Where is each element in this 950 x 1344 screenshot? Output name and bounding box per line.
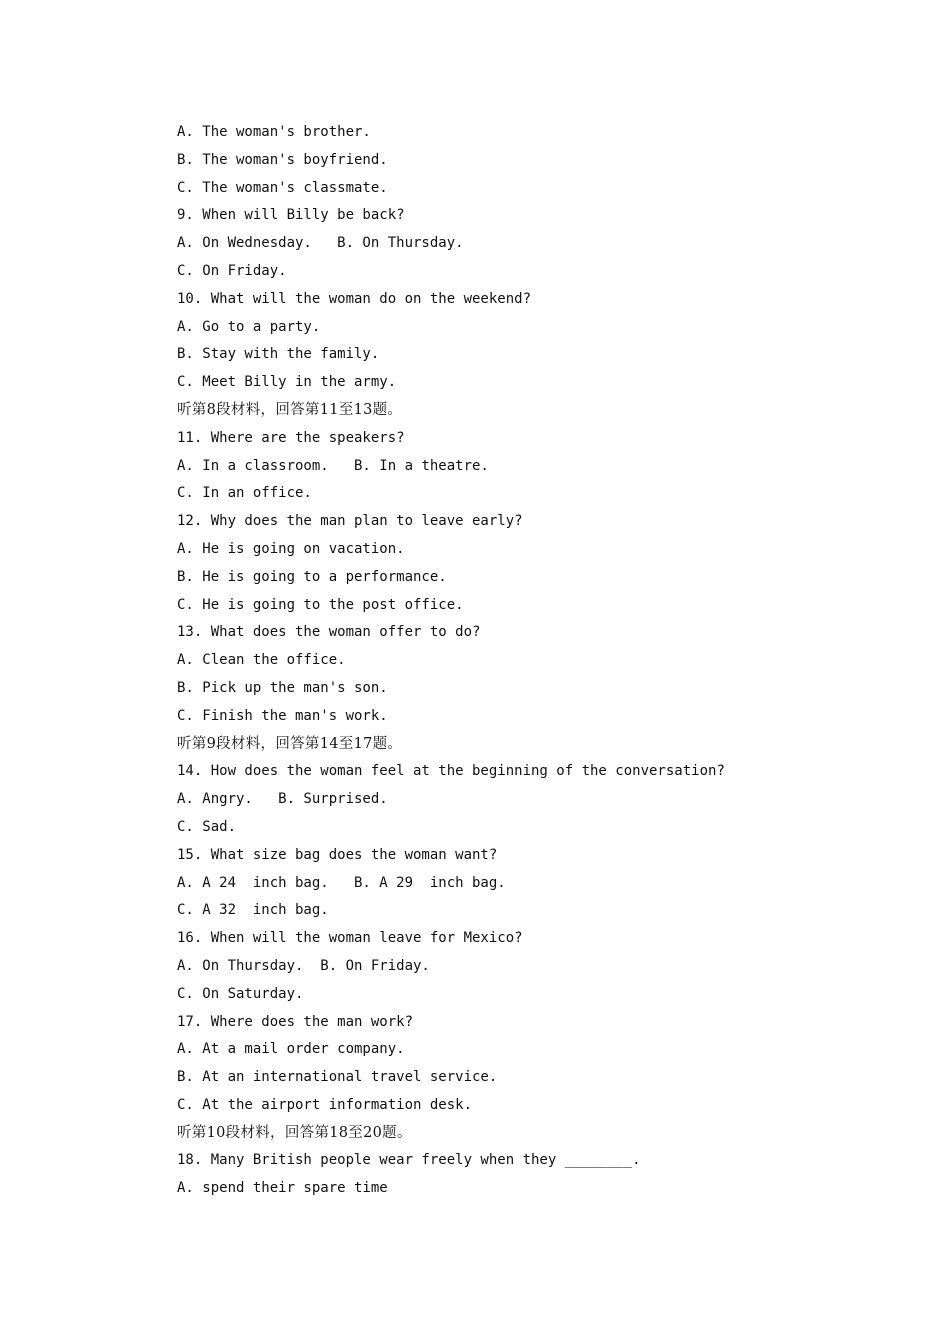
- option-10b: B. Stay with the family.: [177, 346, 380, 363]
- section-heading-9: 听第9段材料，回答第14至17题。: [177, 735, 403, 752]
- option-13c: C. Finish the man's work.: [177, 707, 388, 724]
- option-15c: C. A 32 inch bag.: [177, 902, 329, 919]
- question-9: 9. When will Billy be back?: [177, 207, 405, 224]
- question-11: 11. Where are the speakers?: [177, 429, 405, 446]
- question-12: 12. Why does the man plan to leave early?: [177, 513, 523, 530]
- options-14ab: A. Angry. B. Surprised.: [177, 791, 388, 808]
- option-8b: B. The woman's boyfriend.: [177, 151, 388, 168]
- options-16ab: A. On Thursday. B. On Friday.: [177, 957, 430, 974]
- option-13a: A. Clean the office.: [177, 652, 346, 669]
- option-18a: A. spend their spare time: [177, 1180, 388, 1197]
- option-14c: C. Sad.: [177, 818, 237, 835]
- question-13: 13. What does the woman offer to do?: [177, 624, 481, 641]
- question-16: 16. When will the woman leave for Mexico?: [177, 930, 523, 947]
- option-8c: C. The woman's classmate.: [177, 179, 388, 196]
- document-page: [177, 119, 877, 1203]
- question-18: 18. Many British people wear freely when they ________.: [177, 1152, 641, 1169]
- question-14: 14. How does the woman feel at the beginning of the conversation?: [177, 763, 725, 780]
- option-9c: C. On Friday.: [177, 262, 287, 279]
- option-11c: C. In an office.: [177, 485, 312, 502]
- question-10: 10. What will the woman do on the weekend?: [177, 290, 532, 307]
- option-17b: B. At an international travel service.: [177, 1069, 498, 1086]
- option-17c: C. At the airport information desk.: [177, 1096, 473, 1113]
- option-10c: C. Meet Billy in the army.: [177, 374, 397, 391]
- option-8a: A. The woman's brother.: [177, 124, 371, 140]
- option-16c: C. On Saturday.: [177, 985, 304, 1002]
- option-17a: A. At a mail order company.: [177, 1041, 405, 1058]
- option-12c: C. He is going to the post office.: [177, 596, 464, 613]
- section-heading-10: 听第10段材料，回答第18至20题。: [177, 1124, 412, 1141]
- option-12b: B. He is going to a performance.: [177, 568, 447, 585]
- question-17: 17. Where does the man work?: [177, 1013, 414, 1030]
- option-10a: A. Go to a party.: [177, 318, 321, 335]
- question-15: 15. What size bag does the woman want?: [177, 846, 498, 863]
- options-15ab: A. A 24 inch bag. B. A 29 inch bag.: [177, 874, 506, 891]
- option-12a: A. He is going on vacation.: [177, 540, 405, 557]
- options-9ab: A. On Wednesday. B. On Thursday.: [177, 235, 464, 252]
- option-13b: B. Pick up the man's son.: [177, 679, 388, 696]
- section-heading-8: 听第8段材料，回答第11至13题。: [177, 401, 403, 418]
- options-11ab: A. In a classroom. B. In a theatre.: [177, 457, 489, 474]
